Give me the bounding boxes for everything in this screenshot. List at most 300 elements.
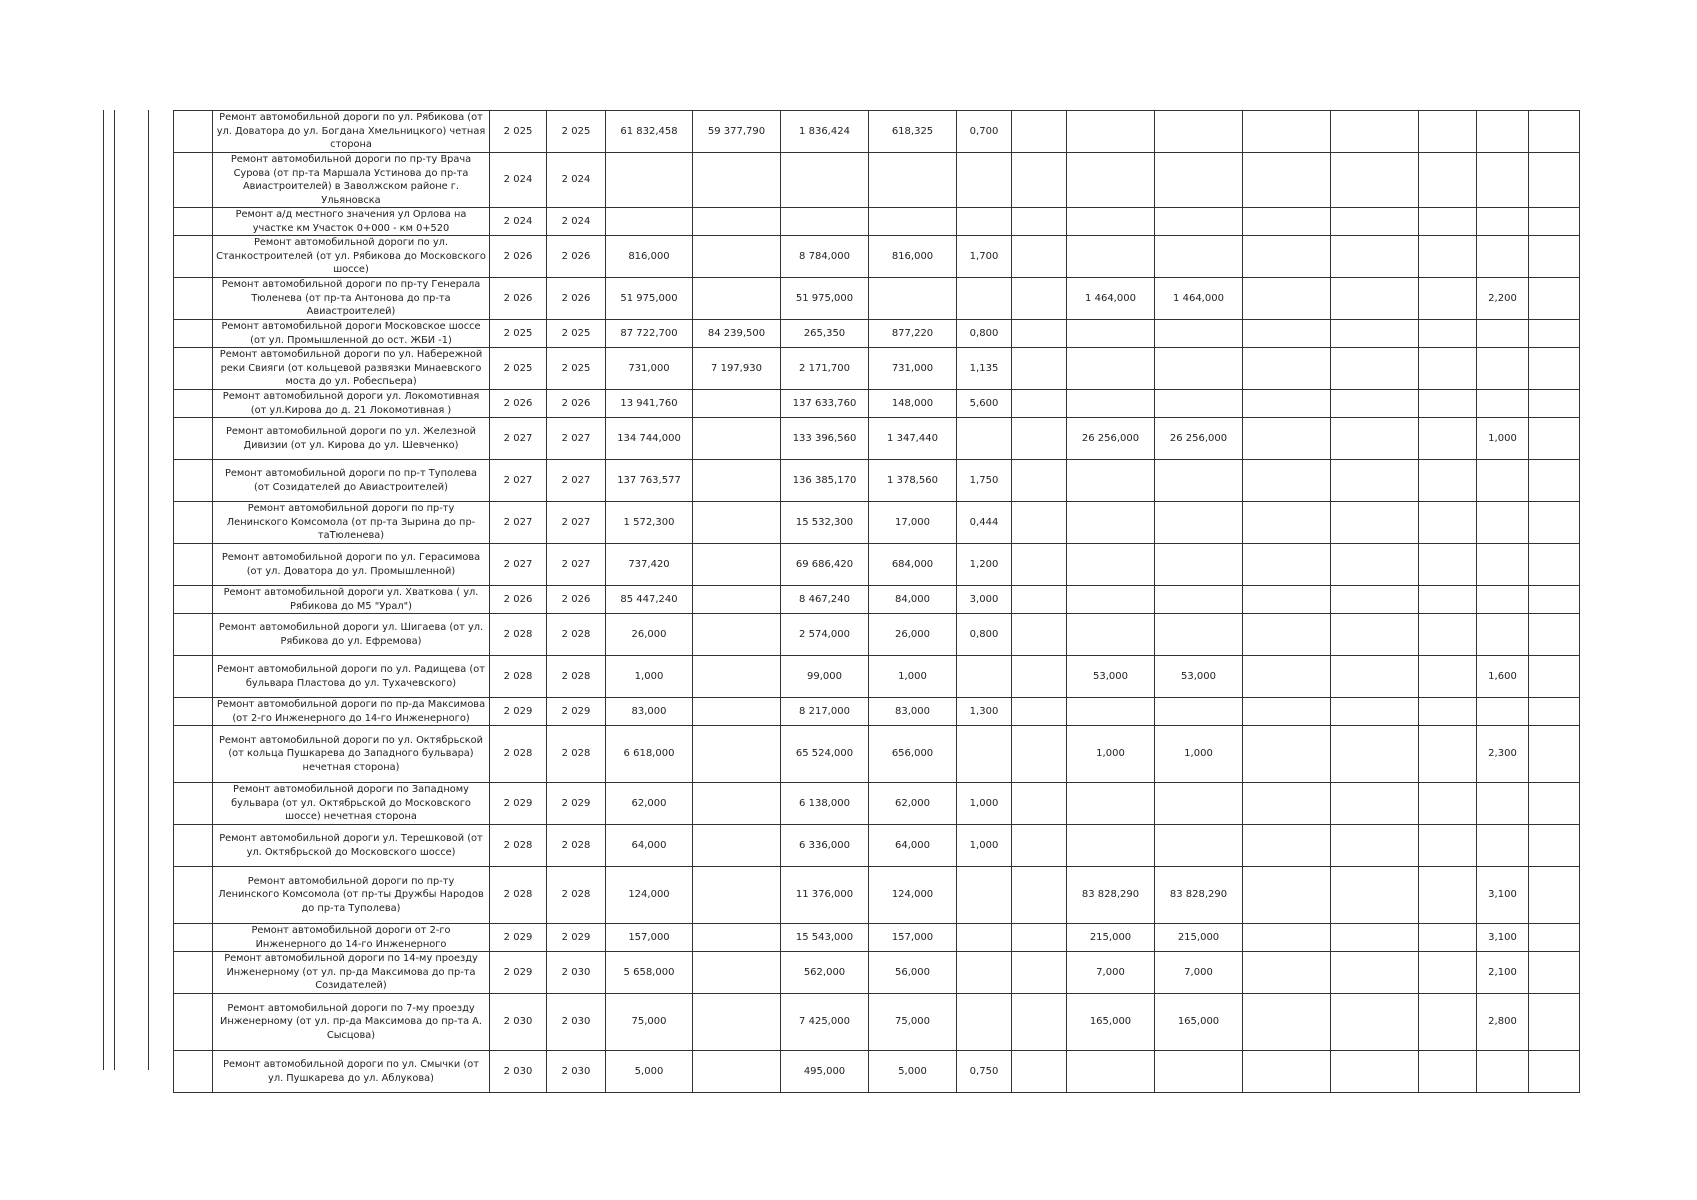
- value-cell-col-17: [1529, 278, 1580, 320]
- value-cell-col-10: [1012, 952, 1067, 994]
- value-cell-col-12: [1155, 825, 1243, 867]
- value-cell-col-9: 5,600: [957, 390, 1012, 418]
- value-cell-col-9: 0,800: [957, 320, 1012, 348]
- value-cell-col-14: [1331, 994, 1419, 1051]
- value-cell-col-13: [1243, 320, 1331, 348]
- value-cell-col-12: 7,000: [1155, 952, 1243, 994]
- value-cell-col-8: 1 378,560: [869, 460, 957, 502]
- value-cell-col-9: 1,135: [957, 348, 1012, 390]
- value-cell-col-3: 2 027: [490, 502, 547, 544]
- value-cell-col-7: 11 376,000: [781, 867, 869, 924]
- value-cell-col-11: [1067, 502, 1155, 544]
- value-cell-col-16: [1477, 783, 1529, 825]
- table-row: [174, 825, 1580, 867]
- value-cell-col-4: 2 026: [547, 236, 606, 278]
- table-row: [174, 656, 1580, 698]
- value-cell-col-14: [1331, 502, 1419, 544]
- value-cell-col-8: 656,000: [869, 726, 957, 783]
- value-cell-col-15: [1419, 994, 1477, 1051]
- value-cell-col-14: [1331, 825, 1419, 867]
- road-description-cell: Ремонт автомобильной дороги по ул. Железной Дивизии (от ул. Кирова до ул. Шевченко): [213, 418, 490, 460]
- value-cell-col-8: 877,220: [869, 320, 957, 348]
- value-cell-col-14: [1331, 153, 1419, 208]
- value-cell-col-14: [1331, 656, 1419, 698]
- value-cell-col-13: [1243, 278, 1331, 320]
- value-cell-col-6: [693, 656, 781, 698]
- road-description-cell: Ремонт автомобильной дороги ул. Шигаева (от ул. Рябикова до ул. Ефремова): [213, 614, 490, 656]
- value-cell-col-9: [957, 153, 1012, 208]
- value-cell-col-13: [1243, 994, 1331, 1051]
- value-cell-col-8: 148,000: [869, 390, 957, 418]
- row-number-cell: [174, 390, 213, 418]
- road-description-cell: Ремонт автомобильной дороги по пр-ту Ленинского Комсомола (от пр-ты Дружбы Народов до пр-та Туполева): [213, 867, 490, 924]
- table-row: [174, 236, 1580, 278]
- value-cell-col-14: [1331, 320, 1419, 348]
- value-cell-col-10: [1012, 614, 1067, 656]
- value-cell-col-12: [1155, 348, 1243, 390]
- value-cell-col-3: 2 026: [490, 586, 547, 614]
- value-cell-col-9: [957, 952, 1012, 994]
- value-cell-col-6: [693, 698, 781, 726]
- margin-rule-1: [103, 110, 104, 1070]
- value-cell-col-12: [1155, 783, 1243, 825]
- value-cell-col-11: 26 256,000: [1067, 418, 1155, 460]
- value-cell-col-6: [693, 783, 781, 825]
- road-description-cell: Ремонт автомобильной дороги по пр-ту Врача Сурова (от пр-та Маршала Устинова до пр-та Авиастроителей) в Заволжском районе г. Ульяновска: [213, 153, 490, 208]
- value-cell-col-15: [1419, 614, 1477, 656]
- value-cell-col-7: 8 467,240: [781, 586, 869, 614]
- value-cell-col-15: [1419, 656, 1477, 698]
- value-cell-col-5: 62,000: [606, 783, 693, 825]
- value-cell-col-16: 3,100: [1477, 924, 1529, 952]
- table-row: [174, 867, 1580, 924]
- value-cell-col-4: 2 027: [547, 418, 606, 460]
- value-cell-col-9: [957, 656, 1012, 698]
- value-cell-col-12: [1155, 390, 1243, 418]
- value-cell-col-7: 69 686,420: [781, 544, 869, 586]
- value-cell-col-12: 1,000: [1155, 726, 1243, 783]
- value-cell-col-6: [693, 825, 781, 867]
- value-cell-col-7: 136 385,170: [781, 460, 869, 502]
- value-cell-col-10: [1012, 544, 1067, 586]
- value-cell-col-6: [693, 208, 781, 236]
- table-row: [174, 994, 1580, 1051]
- value-cell-col-11: [1067, 586, 1155, 614]
- value-cell-col-9: 1,200: [957, 544, 1012, 586]
- value-cell-col-7: 137 633,760: [781, 390, 869, 418]
- value-cell-col-13: [1243, 952, 1331, 994]
- value-cell-col-4: 2 029: [547, 783, 606, 825]
- value-cell-col-15: [1419, 236, 1477, 278]
- value-cell-col-9: [957, 418, 1012, 460]
- table-row: [174, 502, 1580, 544]
- value-cell-col-4: 2 030: [547, 994, 606, 1051]
- value-cell-col-16: [1477, 825, 1529, 867]
- value-cell-col-7: [781, 153, 869, 208]
- road-description-cell: Ремонт автомобильной дороги ул. Хваткова ( ул. Рябикова до М5 "Урал"): [213, 586, 490, 614]
- value-cell-col-17: [1529, 502, 1580, 544]
- value-cell-col-5: 157,000: [606, 924, 693, 952]
- table-row: [174, 348, 1580, 390]
- value-cell-col-11: [1067, 614, 1155, 656]
- value-cell-col-11: [1067, 111, 1155, 153]
- value-cell-col-12: 165,000: [1155, 994, 1243, 1051]
- value-cell-col-8: 5,000: [869, 1051, 957, 1093]
- value-cell-col-4: 2 025: [547, 320, 606, 348]
- row-number-cell: [174, 952, 213, 994]
- value-cell-col-16: [1477, 208, 1529, 236]
- value-cell-col-11: [1067, 544, 1155, 586]
- value-cell-col-4: 2 029: [547, 698, 606, 726]
- value-cell-col-6: 59 377,790: [693, 111, 781, 153]
- value-cell-col-6: [693, 867, 781, 924]
- value-cell-col-11: [1067, 460, 1155, 502]
- road-description-cell: Ремонт автомобильной дороги от 2-го Инженерного до 14-го Инженерного: [213, 924, 490, 952]
- value-cell-col-13: [1243, 390, 1331, 418]
- value-cell-col-10: [1012, 994, 1067, 1051]
- value-cell-col-3: 2 027: [490, 418, 547, 460]
- value-cell-col-17: [1529, 111, 1580, 153]
- table-row: [174, 698, 1580, 726]
- row-number-cell: [174, 656, 213, 698]
- value-cell-col-17: [1529, 994, 1580, 1051]
- value-cell-col-5: 124,000: [606, 867, 693, 924]
- value-cell-col-7: 8 784,000: [781, 236, 869, 278]
- value-cell-col-17: [1529, 460, 1580, 502]
- value-cell-col-17: [1529, 153, 1580, 208]
- value-cell-col-15: [1419, 502, 1477, 544]
- value-cell-col-5: 87 722,700: [606, 320, 693, 348]
- value-cell-col-6: [693, 460, 781, 502]
- value-cell-col-15: [1419, 698, 1477, 726]
- value-cell-col-11: 1 464,000: [1067, 278, 1155, 320]
- value-cell-col-12: 215,000: [1155, 924, 1243, 952]
- value-cell-col-17: [1529, 614, 1580, 656]
- road-repair-table: [173, 110, 1580, 1093]
- value-cell-col-7: 495,000: [781, 1051, 869, 1093]
- value-cell-col-7: 7 425,000: [781, 994, 869, 1051]
- value-cell-col-7: 2 574,000: [781, 614, 869, 656]
- value-cell-col-3: 2 028: [490, 614, 547, 656]
- table-row: [174, 320, 1580, 348]
- row-number-cell: [174, 924, 213, 952]
- row-number-cell: [174, 825, 213, 867]
- value-cell-col-13: [1243, 153, 1331, 208]
- value-cell-col-5: 5,000: [606, 1051, 693, 1093]
- value-cell-col-9: 0,700: [957, 111, 1012, 153]
- value-cell-col-4: 2 030: [547, 1051, 606, 1093]
- value-cell-col-11: [1067, 320, 1155, 348]
- value-cell-col-8: 83,000: [869, 698, 957, 726]
- value-cell-col-6: 7 197,930: [693, 348, 781, 390]
- value-cell-col-3: 2 024: [490, 153, 547, 208]
- value-cell-col-14: [1331, 111, 1419, 153]
- value-cell-col-8: 26,000: [869, 614, 957, 656]
- value-cell-col-14: [1331, 460, 1419, 502]
- value-cell-col-17: [1529, 726, 1580, 783]
- value-cell-col-5: 737,420: [606, 544, 693, 586]
- value-cell-col-10: [1012, 278, 1067, 320]
- value-cell-col-5: [606, 208, 693, 236]
- value-cell-col-7: 15 543,000: [781, 924, 869, 952]
- value-cell-col-9: [957, 924, 1012, 952]
- value-cell-col-6: [693, 278, 781, 320]
- value-cell-col-6: [693, 952, 781, 994]
- value-cell-col-17: [1529, 390, 1580, 418]
- value-cell-col-17: [1529, 1051, 1580, 1093]
- value-cell-col-11: 215,000: [1067, 924, 1155, 952]
- table-row: [174, 390, 1580, 418]
- value-cell-col-15: [1419, 1051, 1477, 1093]
- value-cell-col-14: [1331, 698, 1419, 726]
- value-cell-col-10: [1012, 502, 1067, 544]
- value-cell-col-15: [1419, 726, 1477, 783]
- value-cell-col-3: 2 029: [490, 783, 547, 825]
- value-cell-col-17: [1529, 656, 1580, 698]
- value-cell-col-12: [1155, 460, 1243, 502]
- value-cell-col-11: [1067, 348, 1155, 390]
- value-cell-col-16: [1477, 111, 1529, 153]
- value-cell-col-13: [1243, 698, 1331, 726]
- value-cell-col-15: [1419, 783, 1477, 825]
- value-cell-col-14: [1331, 952, 1419, 994]
- value-cell-col-15: [1419, 460, 1477, 502]
- value-cell-col-11: [1067, 390, 1155, 418]
- value-cell-col-11: 53,000: [1067, 656, 1155, 698]
- value-cell-col-5: 61 832,458: [606, 111, 693, 153]
- value-cell-col-9: 0,444: [957, 502, 1012, 544]
- value-cell-col-3: 2 026: [490, 236, 547, 278]
- table-row: [174, 586, 1580, 614]
- value-cell-col-9: 1,750: [957, 460, 1012, 502]
- value-cell-col-3: 2 028: [490, 825, 547, 867]
- value-cell-col-9: [957, 208, 1012, 236]
- value-cell-col-5: 134 744,000: [606, 418, 693, 460]
- value-cell-col-16: [1477, 502, 1529, 544]
- value-cell-col-3: 2 030: [490, 1051, 547, 1093]
- road-description-cell: Ремонт автомобильной дороги по пр-т Туполева (от Созидателей до Авиастроителей): [213, 460, 490, 502]
- road-description-cell: Ремонт автомобильной дороги по Западному бульвара (от ул. Октябрьской до Московского шоссе) нечетная сторона: [213, 783, 490, 825]
- value-cell-col-11: [1067, 698, 1155, 726]
- value-cell-col-9: 1,000: [957, 825, 1012, 867]
- value-cell-col-8: 84,000: [869, 586, 957, 614]
- value-cell-col-6: [693, 544, 781, 586]
- value-cell-col-17: [1529, 320, 1580, 348]
- value-cell-col-17: [1529, 348, 1580, 390]
- value-cell-col-8: [869, 153, 957, 208]
- value-cell-col-10: [1012, 208, 1067, 236]
- value-cell-col-8: [869, 278, 957, 320]
- table-row: [174, 208, 1580, 236]
- road-description-cell: Ремонт автомобильной дороги по ул. Станкостроителей (от ул. Рябикова до Московского шоссе): [213, 236, 490, 278]
- value-cell-col-14: [1331, 867, 1419, 924]
- value-cell-col-9: 3,000: [957, 586, 1012, 614]
- value-cell-col-16: [1477, 236, 1529, 278]
- value-cell-col-14: [1331, 544, 1419, 586]
- value-cell-col-4: 2 026: [547, 586, 606, 614]
- value-cell-col-17: [1529, 783, 1580, 825]
- table-row: [174, 460, 1580, 502]
- value-cell-col-4: 2 028: [547, 656, 606, 698]
- value-cell-col-8: 62,000: [869, 783, 957, 825]
- value-cell-col-17: [1529, 952, 1580, 994]
- margin-rule-3: [148, 110, 149, 1070]
- row-number-cell: [174, 236, 213, 278]
- value-cell-col-15: [1419, 867, 1477, 924]
- value-cell-col-4: 2 027: [547, 460, 606, 502]
- value-cell-col-17: [1529, 208, 1580, 236]
- value-cell-col-17: [1529, 586, 1580, 614]
- value-cell-col-17: [1529, 236, 1580, 278]
- value-cell-col-8: 17,000: [869, 502, 957, 544]
- value-cell-col-13: [1243, 236, 1331, 278]
- value-cell-col-12: [1155, 1051, 1243, 1093]
- value-cell-col-10: [1012, 586, 1067, 614]
- value-cell-col-7: 1 836,424: [781, 111, 869, 153]
- value-cell-col-7: 6 138,000: [781, 783, 869, 825]
- value-cell-col-17: [1529, 825, 1580, 867]
- value-cell-col-10: [1012, 1051, 1067, 1093]
- value-cell-col-13: [1243, 502, 1331, 544]
- table-row: [174, 614, 1580, 656]
- value-cell-col-15: [1419, 586, 1477, 614]
- value-cell-col-7: 6 336,000: [781, 825, 869, 867]
- value-cell-col-8: 75,000: [869, 994, 957, 1051]
- row-number-cell: [174, 111, 213, 153]
- road-description-cell: Ремонт автомобильной дороги по ул. Радищева (от бульвара Пластова до ул. Тухачевского): [213, 656, 490, 698]
- value-cell-col-15: [1419, 208, 1477, 236]
- value-cell-col-13: [1243, 460, 1331, 502]
- value-cell-col-16: [1477, 320, 1529, 348]
- value-cell-col-13: [1243, 111, 1331, 153]
- value-cell-col-11: [1067, 783, 1155, 825]
- road-description-cell: Ремонт автомобильной дороги по пр-ту Ленинского Комсомола (от пр-та Зырина до пр-таТюленева): [213, 502, 490, 544]
- value-cell-col-13: [1243, 586, 1331, 614]
- value-cell-col-14: [1331, 924, 1419, 952]
- value-cell-col-15: [1419, 153, 1477, 208]
- value-cell-col-14: [1331, 586, 1419, 614]
- value-cell-col-9: [957, 278, 1012, 320]
- value-cell-col-15: [1419, 390, 1477, 418]
- table-row: [174, 278, 1580, 320]
- value-cell-col-10: [1012, 236, 1067, 278]
- table-row: [174, 111, 1580, 153]
- value-cell-col-6: 84 239,500: [693, 320, 781, 348]
- value-cell-col-12: [1155, 208, 1243, 236]
- value-cell-col-16: [1477, 1051, 1529, 1093]
- value-cell-col-6: [693, 994, 781, 1051]
- value-cell-col-3: 2 030: [490, 994, 547, 1051]
- value-cell-col-13: [1243, 924, 1331, 952]
- value-cell-col-16: [1477, 614, 1529, 656]
- road-description-cell: Ремонт а/д местного значения ул Орлова на участке км Участок 0+000 - км 0+520: [213, 208, 490, 236]
- value-cell-col-5: 5 658,000: [606, 952, 693, 994]
- value-cell-col-10: [1012, 656, 1067, 698]
- value-cell-col-9: [957, 867, 1012, 924]
- value-cell-col-14: [1331, 236, 1419, 278]
- value-cell-col-7: 2 171,700: [781, 348, 869, 390]
- row-number-cell: [174, 614, 213, 656]
- value-cell-col-14: [1331, 390, 1419, 418]
- value-cell-col-5: 731,000: [606, 348, 693, 390]
- value-cell-col-4: 2 027: [547, 502, 606, 544]
- value-cell-col-14: [1331, 208, 1419, 236]
- value-cell-col-5: 1 572,300: [606, 502, 693, 544]
- value-cell-col-3: 2 027: [490, 460, 547, 502]
- value-cell-col-5: [606, 153, 693, 208]
- value-cell-col-16: [1477, 153, 1529, 208]
- road-description-cell: Ремонт автомобильной дороги по пр-да Максимова (от 2-го Инженерного до 14-го Инженерного): [213, 698, 490, 726]
- value-cell-col-16: 2,800: [1477, 994, 1529, 1051]
- value-cell-col-15: [1419, 111, 1477, 153]
- value-cell-col-10: [1012, 111, 1067, 153]
- value-cell-col-13: [1243, 544, 1331, 586]
- road-description-cell: Ремонт автомобильной дороги ул. Локомотивная (от ул.Кирова до д. 21 Локомотивная ): [213, 390, 490, 418]
- road-description-cell: Ремонт автомобильной дороги по ул. Герасимова (от ул. Доватора до ул. Промышленной): [213, 544, 490, 586]
- value-cell-col-7: 51 975,000: [781, 278, 869, 320]
- value-cell-col-13: [1243, 656, 1331, 698]
- value-cell-col-7: 133 396,560: [781, 418, 869, 460]
- value-cell-col-4: 2 024: [547, 153, 606, 208]
- value-cell-col-3: 2 029: [490, 924, 547, 952]
- value-cell-col-9: [957, 726, 1012, 783]
- row-number-cell: [174, 586, 213, 614]
- value-cell-col-8: 64,000: [869, 825, 957, 867]
- value-cell-col-6: [693, 614, 781, 656]
- row-number-cell: [174, 153, 213, 208]
- value-cell-col-5: 6 618,000: [606, 726, 693, 783]
- table-row: [174, 1051, 1580, 1093]
- value-cell-col-10: [1012, 867, 1067, 924]
- value-cell-col-9: 0,750: [957, 1051, 1012, 1093]
- road-description-cell: Ремонт автомобильной дороги по ул. Набережной реки Свияги (от кольцевой развязки Минаевского моста до ул. Робеспьера): [213, 348, 490, 390]
- value-cell-col-15: [1419, 418, 1477, 460]
- value-cell-col-13: [1243, 783, 1331, 825]
- value-cell-col-15: [1419, 924, 1477, 952]
- value-cell-col-10: [1012, 390, 1067, 418]
- road-description-cell: Ремонт автомобильной дороги по 7-му проезду Инженерному (от ул. пр-да Максимова до пр-та А. Сысцова): [213, 994, 490, 1051]
- value-cell-col-5: 26,000: [606, 614, 693, 656]
- value-cell-col-12: [1155, 236, 1243, 278]
- value-cell-col-4: 2 028: [547, 726, 606, 783]
- value-cell-col-13: [1243, 418, 1331, 460]
- value-cell-col-4: 2 028: [547, 825, 606, 867]
- value-cell-col-7: 562,000: [781, 952, 869, 994]
- value-cell-col-16: [1477, 586, 1529, 614]
- row-number-cell: [174, 460, 213, 502]
- value-cell-col-12: [1155, 111, 1243, 153]
- value-cell-col-15: [1419, 952, 1477, 994]
- value-cell-col-8: 816,000: [869, 236, 957, 278]
- value-cell-col-6: [693, 418, 781, 460]
- table-body: [174, 111, 1580, 1093]
- value-cell-col-8: 157,000: [869, 924, 957, 952]
- value-cell-col-10: [1012, 924, 1067, 952]
- value-cell-col-11: 1,000: [1067, 726, 1155, 783]
- value-cell-col-11: 7,000: [1067, 952, 1155, 994]
- value-cell-col-10: [1012, 320, 1067, 348]
- value-cell-col-3: 2 029: [490, 952, 547, 994]
- value-cell-col-7: 8 217,000: [781, 698, 869, 726]
- road-description-cell: Ремонт автомобильной дороги по 14-му проезду Инженерному (от ул. пр-да Максимова до пр-та Созидателей): [213, 952, 490, 994]
- value-cell-col-10: [1012, 460, 1067, 502]
- value-cell-col-6: [693, 586, 781, 614]
- value-cell-col-16: [1477, 348, 1529, 390]
- value-cell-col-4: 2 026: [547, 390, 606, 418]
- value-cell-col-8: 1 347,440: [869, 418, 957, 460]
- value-cell-col-14: [1331, 783, 1419, 825]
- value-cell-col-16: 1,600: [1477, 656, 1529, 698]
